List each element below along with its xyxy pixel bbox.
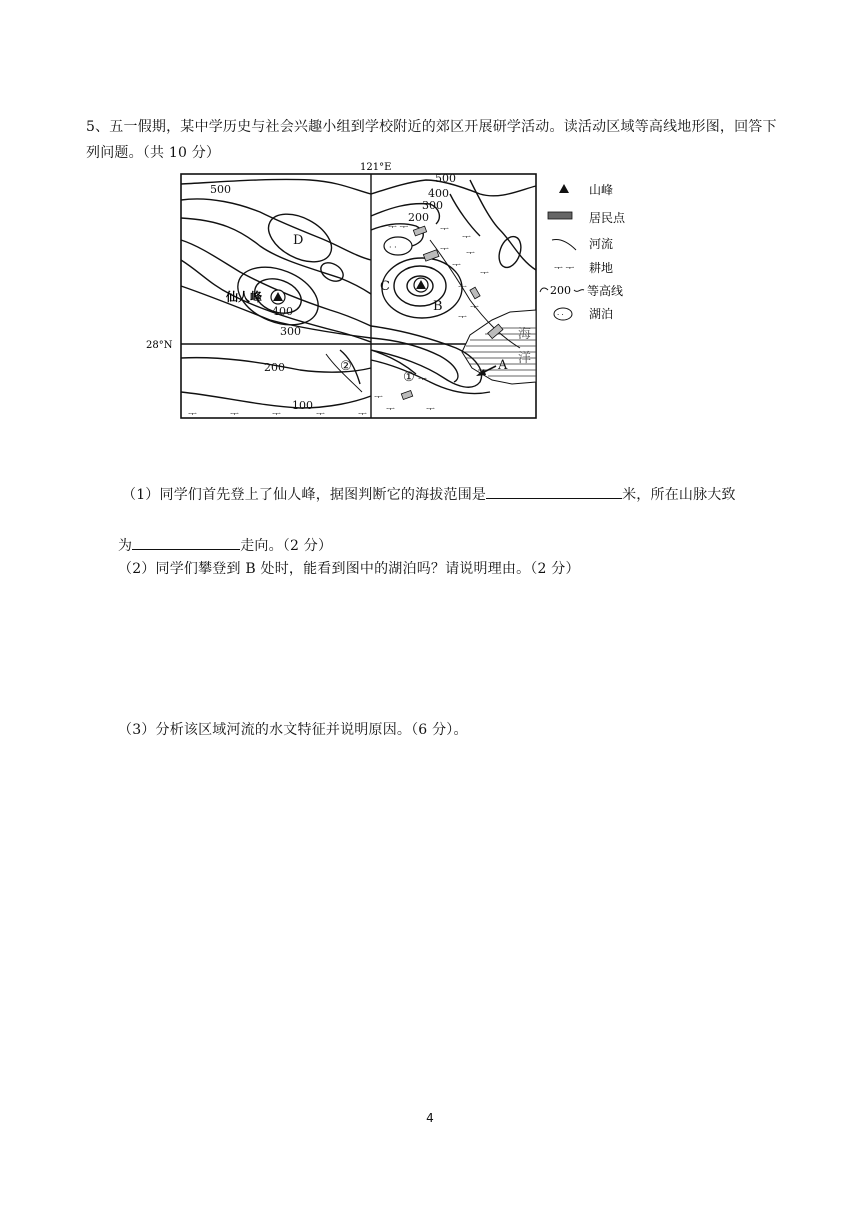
contour-line-icon: 200 [550, 284, 571, 297]
contour-label: 300 [422, 199, 443, 212]
answer-blank-altitude[interactable] [486, 483, 622, 499]
svg-text:ᅮ: ᅮ [452, 261, 461, 271]
contour-label: 500 [435, 172, 456, 185]
svg-text:ᅮ: ᅮ [440, 225, 449, 235]
latitude-label: 28°N [146, 340, 173, 351]
sea-label-2: 洋 [518, 351, 532, 366]
svg-text:ᅮ: ᅮ [374, 393, 383, 403]
contour-label: 400 [428, 187, 449, 200]
svg-text:ᅮ: ᅮ [426, 405, 435, 415]
svg-text:· ·: · · [557, 311, 564, 319]
svg-text:ᅮ: ᅮ [458, 313, 467, 323]
legend-label: 湖泊 [589, 307, 614, 321]
peak-icon [271, 290, 285, 304]
legend-label: 居民点 [589, 211, 626, 225]
question-intro: 5、五一假期，某中学历史与社会兴趣小组到学校附近的郊区开展研学活动。读活动区域等高线地形图，回答下列问题。（共 10 分） [86, 119, 777, 161]
contour-label: 500 [210, 183, 231, 196]
lake [384, 237, 412, 255]
answer-blank-direction[interactable] [132, 534, 240, 550]
subquestion-1-text-c: 为 [118, 538, 133, 554]
svg-text:ᅮ: ᅮ [418, 375, 427, 385]
svg-text:ᅮ: ᅮ [358, 410, 367, 420]
svg-text:· ·: · · [389, 243, 397, 252]
svg-text:ᅮ: ᅮ [386, 405, 395, 415]
river-icon [552, 239, 576, 250]
sea-label-1: 海 [518, 327, 532, 342]
contour-label: 400 [272, 305, 293, 318]
svg-text:ᅮ: ᅮ [230, 410, 239, 420]
legend-label: 山峰 [589, 183, 614, 197]
contour-map [140, 160, 660, 424]
label-B: B [433, 299, 443, 314]
settlement-icon [548, 212, 572, 219]
peak-icon [414, 278, 428, 292]
label-A: A [498, 358, 508, 373]
contour-label: 300 [280, 325, 301, 338]
svg-text:ᅮ: ᅮ [316, 410, 325, 420]
contour-label: 200 [264, 361, 285, 374]
subquestion-2: （2）同学们攀登到 B 处时，能看到图中的湖泊吗？请说明理由。（2 分） [118, 561, 580, 577]
svg-text:ᅮ: ᅮ [480, 269, 489, 279]
contour-map-figure [140, 160, 660, 424]
svg-text:ᅮ: ᅮ [466, 249, 475, 259]
farmland-icon: ᅮ ᅮ [554, 264, 575, 274]
subquestion-3: （3）分析该区域河流的水文特征并说明原因。（6 分）。 [118, 722, 468, 738]
svg-text:ᅮ ᅮ: ᅮ ᅮ [388, 223, 409, 233]
legend-label: 等高线 [587, 284, 624, 298]
legend-label: 耕地 [589, 261, 614, 275]
contour-label: 100 [292, 399, 313, 412]
page-number: 4 [426, 1111, 434, 1125]
subquestion-1-continued [118, 534, 332, 555]
subquestion-1 [122, 483, 736, 504]
longitude-label: 121°E [360, 162, 392, 173]
label-circle-1: ① [403, 370, 415, 385]
subquestion-1-text-b: 米，所在山脉大致 [622, 487, 736, 503]
svg-text:ᅮ: ᅮ [470, 303, 479, 313]
svg-text:ᅮ: ᅮ [188, 410, 197, 420]
contour-label: 200 [408, 211, 429, 224]
label-circle-2: ② [340, 359, 352, 374]
svg-text:ᅮ: ᅮ [458, 283, 467, 293]
map-legend [540, 183, 626, 321]
label-D: D [293, 233, 304, 248]
triangle-peak-icon [559, 184, 569, 193]
peak-name-label: 仙人峰 [226, 290, 263, 304]
svg-text:ᅮ: ᅮ [440, 245, 449, 255]
subquestion-1-text-a: （1）同学们首先登上了仙人峰，据图判断它的海拔范围是 [122, 487, 487, 503]
svg-text:ᅮ: ᅮ [272, 410, 281, 420]
svg-text:ᅮ: ᅮ [462, 233, 471, 243]
legend-label: 河流 [589, 237, 614, 251]
subquestion-1-text-d: 走向。（2 分） [240, 538, 333, 554]
label-C: C [380, 279, 390, 294]
